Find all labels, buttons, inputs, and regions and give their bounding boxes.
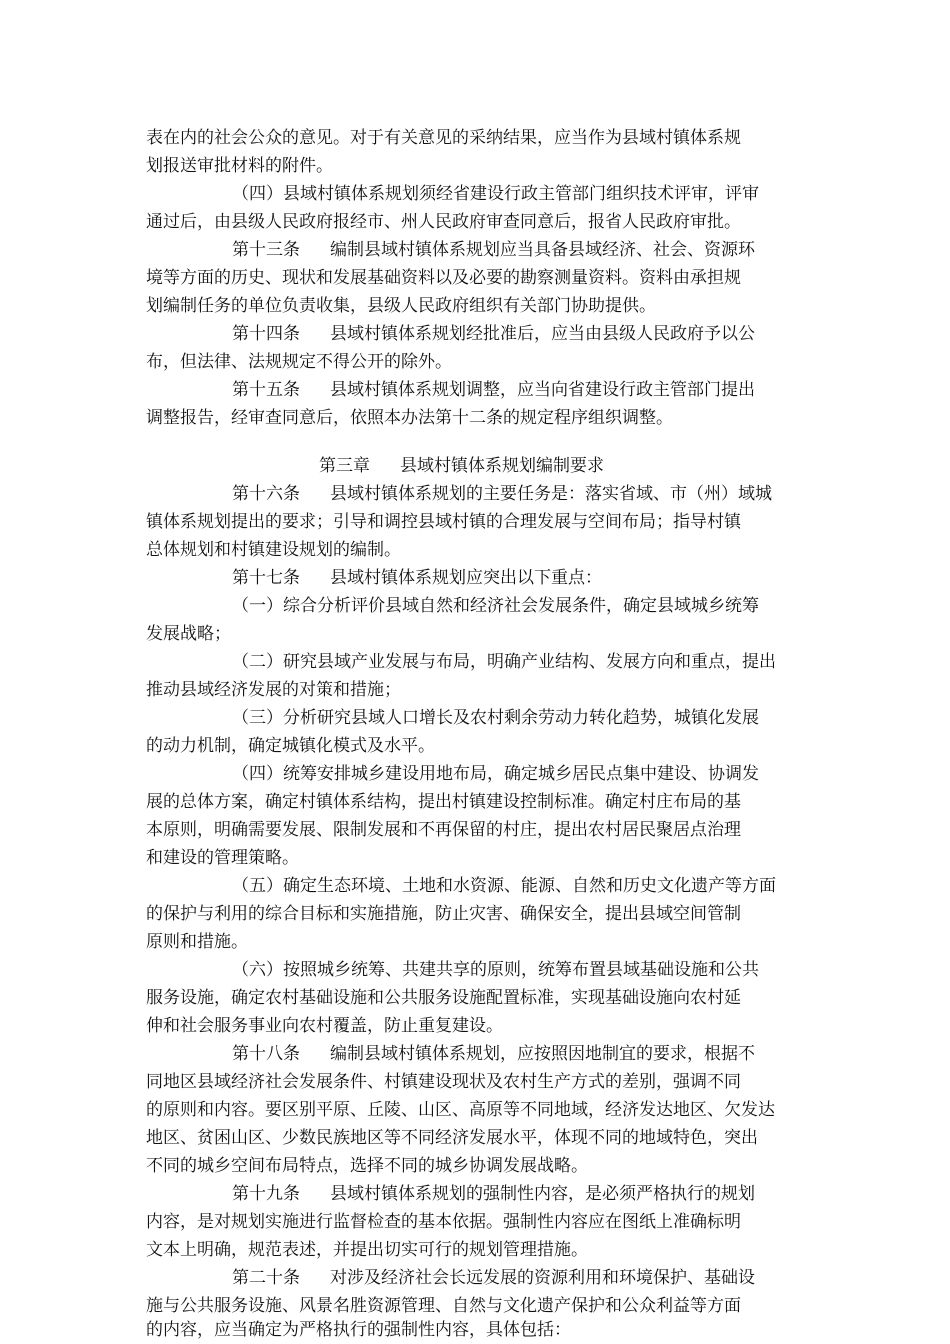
text-line: 境等方面的历史、现状和发展基础资料以及必要的勘察测量资料。资料由承担规 bbox=[146, 268, 741, 288]
chapter-heading bbox=[319, 452, 806, 480]
text-line: 内容，是对规划实施进行监督检查的基本依据。强制性内容应在图纸上准确标明 bbox=[146, 1212, 741, 1232]
article-18-label: 第十八条 bbox=[232, 1044, 300, 1064]
article-14-first-line bbox=[232, 320, 806, 348]
article-20-first-line bbox=[232, 1264, 806, 1292]
text-line: 施与公共服务设施、风景名胜资源管理、自然与文化遗产保护和公众利益等方面 bbox=[146, 1296, 741, 1316]
text-line: 发展战略； bbox=[146, 624, 231, 644]
text-line: 服务设施，确定农村基础设施和公共服务设施配置标准，实现基础设施向农村延 bbox=[146, 988, 741, 1008]
text-line: 县域村镇体系规划应突出以下重点： bbox=[330, 568, 602, 588]
article-18-first-line bbox=[232, 1040, 806, 1068]
text-line: 县域村镇体系规划经批准后，应当由县级人民政府予以公 bbox=[330, 324, 755, 344]
chapter-title: 县域村镇体系规划编制要求 bbox=[400, 456, 604, 476]
text-line: （五）确定生态环境、土地和水资源、能源、自然和历史文化遗产等方面 bbox=[232, 876, 776, 896]
text-line: （四）统筹安排城乡建设用地布局，确定城乡居民点集中建设、协调发 bbox=[232, 764, 759, 784]
article-19-label: 第十九条 bbox=[232, 1184, 300, 1204]
text-line: 本原则，明确需要发展、限制发展和不再保留的村庄，提出农村居民聚居点治理 bbox=[146, 820, 741, 840]
text-line: 和建设的管理策略。 bbox=[146, 848, 299, 868]
article-16-first-line bbox=[232, 480, 806, 508]
text-line: （三）分析研究县域人口增长及农村剩余劳动力转化趋势，城镇化发展 bbox=[232, 708, 759, 728]
text-line: 表在内的社会公众的意见。对于有关意见的采纳结果，应当作为县域村镇体系规 bbox=[146, 128, 741, 148]
article-17-first-line bbox=[232, 564, 806, 592]
text-line: 展的总体方案，确定村镇体系结构，提出村镇建设控制标准。确定村庄布局的基 bbox=[146, 792, 741, 812]
text-line: 划报送审批材料的附件。 bbox=[146, 156, 333, 176]
text-line: 不同的城乡空间布局特点，选择不同的城乡协调发展战略。 bbox=[146, 1156, 588, 1176]
text-line: 同地区县域经济社会发展条件、村镇建设现状及农村生产方式的差别，强调不同 bbox=[146, 1072, 741, 1092]
text-line: 通过后，由县级人民政府报经市、州人民政府审查同意后，报省人民政府审批。 bbox=[146, 212, 741, 232]
text-line: 伸和社会服务事业向农村覆盖，防止重复建设。 bbox=[146, 1016, 503, 1036]
text-line: 县域村镇体系规划调整，应当向省建设行政主管部门提出 bbox=[330, 380, 755, 400]
text-line: 的动力机制，确定城镇化模式及水平。 bbox=[146, 736, 435, 756]
text-line: 编制县域村镇体系规划，应按照因地制宜的要求，根据不 bbox=[330, 1044, 755, 1064]
text-line: （二）研究县域产业发展与布局，明确产业结构、发展方向和重点，提出 bbox=[232, 652, 776, 672]
text-line: 推动县域经济发展的对策和措施； bbox=[146, 680, 401, 700]
text-line: 县域村镇体系规划的强制性内容，是必须严格执行的规划 bbox=[330, 1184, 755, 1204]
article-17-label: 第十七条 bbox=[232, 568, 300, 588]
article-13-first-line bbox=[232, 236, 806, 264]
article-15-first-line bbox=[232, 376, 806, 404]
text-line: 的内容，应当确定为严格执行的强制性内容，具体包括： bbox=[146, 1320, 571, 1340]
text-line: 镇体系规划提出的要求；引导和调控县域村镇的合理发展与空间布局；指导村镇 bbox=[146, 512, 741, 532]
text-line: 编制县域村镇体系规划应当具备县域经济、社会、资源环 bbox=[330, 240, 755, 260]
text-line: （四）县域村镇体系规划须经省建设行政主管部门组织技术评审，评审 bbox=[232, 184, 759, 204]
article-15-label: 第十五条 bbox=[232, 380, 300, 400]
text-line: 布，但法律、法规规定不得公开的除外。 bbox=[146, 352, 452, 372]
article-20-label: 第二十条 bbox=[232, 1268, 300, 1288]
text-line: 文本上明确，规范表述，并提出切实可行的规划管理措施。 bbox=[146, 1240, 588, 1260]
text-line: 地区、贫困山区、少数民族地区等不同经济发展水平，体现不同的地域特色，突出 bbox=[146, 1128, 758, 1148]
text-line: （六）按照城乡统筹、共建共享的原则，统筹布置县域基础设施和公共 bbox=[232, 960, 759, 980]
text-line: 的保护与利用的综合目标和实施措施，防止灾害、确保安全，提出县域空间管制 bbox=[146, 904, 741, 924]
text-line: 对涉及经济社会长远发展的资源利用和环境保护、基础设 bbox=[330, 1268, 755, 1288]
chapter-3-label: 第三章 bbox=[319, 456, 370, 476]
text-line: 县域村镇体系规划的主要任务是：落实省域、市（州）域城 bbox=[330, 484, 772, 504]
text-line: 划编制任务的单位负责收集，县级人民政府组织有关部门协助提供。 bbox=[146, 296, 656, 316]
text-line: 总体规划和村镇建设规划的编制。 bbox=[146, 540, 401, 560]
text-line: （一）综合分析评价县域自然和经济社会发展条件，确定县域城乡统筹 bbox=[232, 596, 759, 616]
article-16-label: 第十六条 bbox=[232, 484, 300, 504]
text-line: 原则和措施。 bbox=[146, 932, 248, 952]
article-13-label: 第十三条 bbox=[232, 240, 300, 260]
article-19-first-line bbox=[232, 1180, 806, 1208]
text-line: 调整报告，经审查同意后，依照本办法第十二条的规定程序组织调整。 bbox=[146, 408, 673, 428]
text-line: 的原则和内容。要区别平原、丘陵、山区、高原等不同地域，经济发达地区、欠发达 bbox=[146, 1100, 775, 1120]
article-14-label: 第十四条 bbox=[232, 324, 300, 344]
